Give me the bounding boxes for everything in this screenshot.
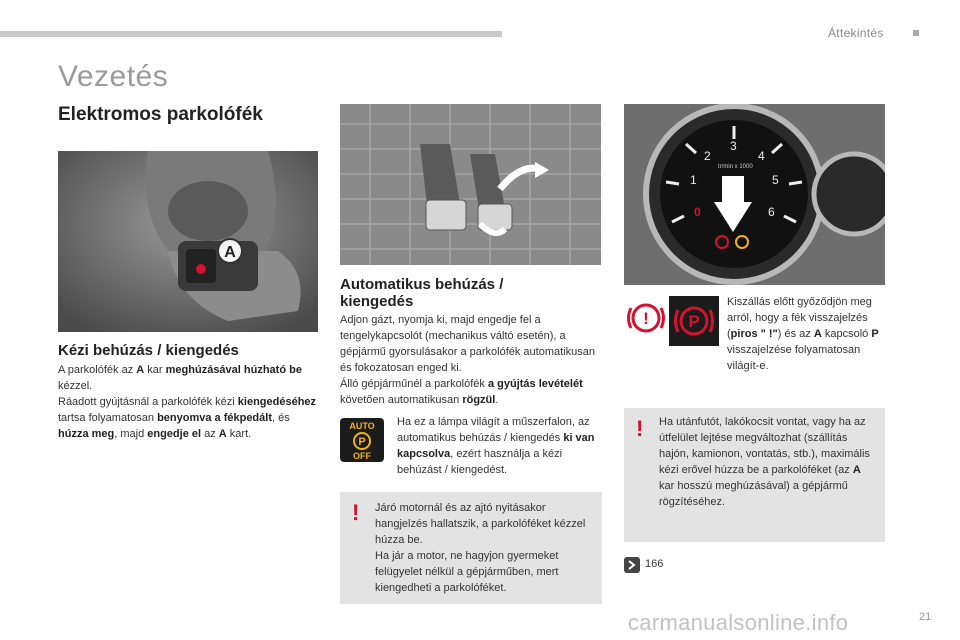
automatic-text-part: Álló gépjárműnél a parkolófék (340, 378, 488, 390)
exit-note-part: A (813, 328, 822, 340)
automatic-text-part: követően automatikusan (340, 394, 463, 406)
manual-text-part: , majd (114, 428, 148, 440)
auto-icon-letter: P (358, 436, 366, 448)
lamp-text-part: , ezért használja a kézi behúzást / kiengedést. (397, 448, 563, 476)
manual-text-part: kart. (226, 428, 252, 440)
manual-text-part: engedje el (147, 428, 202, 440)
section-title: Elektromos parkolófék (58, 104, 263, 125)
manual-text-part: Ráadott gyújtásnál a parkolófék kézi (58, 396, 238, 408)
console-photo (58, 151, 318, 332)
manual-text-part: A (218, 428, 227, 440)
manual-text-part: az (201, 428, 219, 440)
park-icon-glyph: P (688, 312, 700, 331)
gauge-tick-0: 0 (694, 205, 701, 219)
warning-trailer-part: kar hosszú meghúzásával) a gépjármű rögzítéséhez. (659, 480, 848, 508)
manual-text-part: tartsa folyamatosan (58, 412, 158, 424)
gauge-tick-5: 5 (772, 173, 779, 187)
manual-text-part: benyomva a fékpedált (157, 412, 272, 424)
manual-text-part: meghúzásával húzható be (165, 364, 302, 376)
manual-text-part: kiengedéséhez (237, 396, 317, 408)
lamp-text-part: ki van kapcsolva (397, 432, 595, 460)
pedals-photo (340, 104, 601, 265)
exit-note-text (727, 294, 887, 374)
brake-icon-glyph: ! (643, 309, 649, 328)
lamp-text-part: Ha ez a lámpa világít a műszerfalon, az automatikus behúzás / kiengedés (397, 416, 590, 444)
header-section-label: Áttekintés (828, 26, 884, 40)
warning-icon: ! (352, 500, 360, 525)
manual-text-part: kézzel. (58, 380, 93, 392)
auto-icon-top: AUTO (349, 421, 375, 431)
lamp-text (397, 414, 603, 478)
manual-text-part: A (136, 364, 145, 376)
gauge-unit: tr/min x 1000 (718, 164, 753, 170)
warning-engine-text: Járó motornál és az ajtó nyitásakor hangjelzés hallatszik, a parkolóféket kézzel húzza be. Ha jár a motor, ne hagyjon gyermeket felügyelet nélkül a gépjárműben, mert kiengedheti a parkolóféket. (375, 502, 586, 594)
automatic-text-part: . (495, 394, 499, 406)
gauge-tick-4: 4 (758, 149, 765, 163)
automatic-text-part: rögzül (462, 394, 496, 406)
auto-park-off-icon (340, 418, 384, 462)
manual-text-part: húzza meg (58, 428, 115, 440)
exit-note-part: Kiszállás előtt győződjön meg arról, hogy a fék visszajelzés ( (727, 296, 872, 340)
gauge-tick-3: 3 (730, 139, 737, 153)
gauge-tick-2: 2 (704, 149, 711, 163)
warning-box-trailer (624, 408, 885, 542)
page-reference-number[interactable]: 166 (645, 558, 664, 570)
automatic-heading: Automatikus behúzás / kiengedés (340, 276, 504, 310)
automatic-text-part: a gyújtás levételét (487, 378, 583, 390)
gauge-tick-6: 6 (768, 205, 775, 219)
warning-trailer-part: Ha utánfutót, lakókocsit vontat, vagy ha az útfelület lejtése megváltozhat (szállítás hajón, kamionon, vontatás, stb.), maximális kézi erővel húzza be a parkolóféket (az (659, 416, 870, 476)
warning-trailer-part: A (852, 464, 861, 476)
warning-trailer-text (659, 414, 877, 510)
page-reference-icon[interactable] (624, 557, 640, 573)
exit-note-part: ) és az (777, 328, 814, 340)
header-bullet (913, 30, 919, 36)
manual-heading: Kézi behúzás / kiengedés (58, 342, 239, 359)
manual-text-part: kar (144, 364, 166, 376)
manual-text-part: , és (272, 412, 290, 424)
automatic-text-part: Adjon gázt, nyomja ki, majd engedje fel a tengelykapcsolót (mechanikus váltó esetén), a gépjármű gyorsulásakor a parkolófék automatikusan és fokozatosan enged ki. (340, 314, 595, 374)
lever-label: A (224, 244, 236, 261)
warning-icon: ! (636, 416, 644, 441)
header-bar (0, 31, 502, 37)
automatic-text (340, 312, 602, 408)
chapter-title: Vezetés (58, 60, 169, 93)
exit-note-part: piros " !" (730, 328, 778, 340)
exit-note-part: kapcsoló (821, 328, 872, 340)
watermark: carmanualsonline.info (628, 610, 849, 635)
brake-warning-icon (624, 296, 668, 340)
exit-note-part: P (871, 328, 879, 340)
manual-text-part: A parkolófék az (58, 364, 137, 376)
gauge-photo (624, 104, 885, 285)
gauge-tick-1: 1 (690, 173, 697, 187)
auto-icon-bottom: OFF (353, 451, 371, 461)
manual-text (58, 362, 320, 442)
exit-note-part: visszajelzése folyamatosan világít-e. (727, 344, 861, 372)
page-number: 21 (919, 611, 932, 623)
park-brake-icon (669, 296, 719, 346)
warning-box-engine (340, 492, 602, 604)
